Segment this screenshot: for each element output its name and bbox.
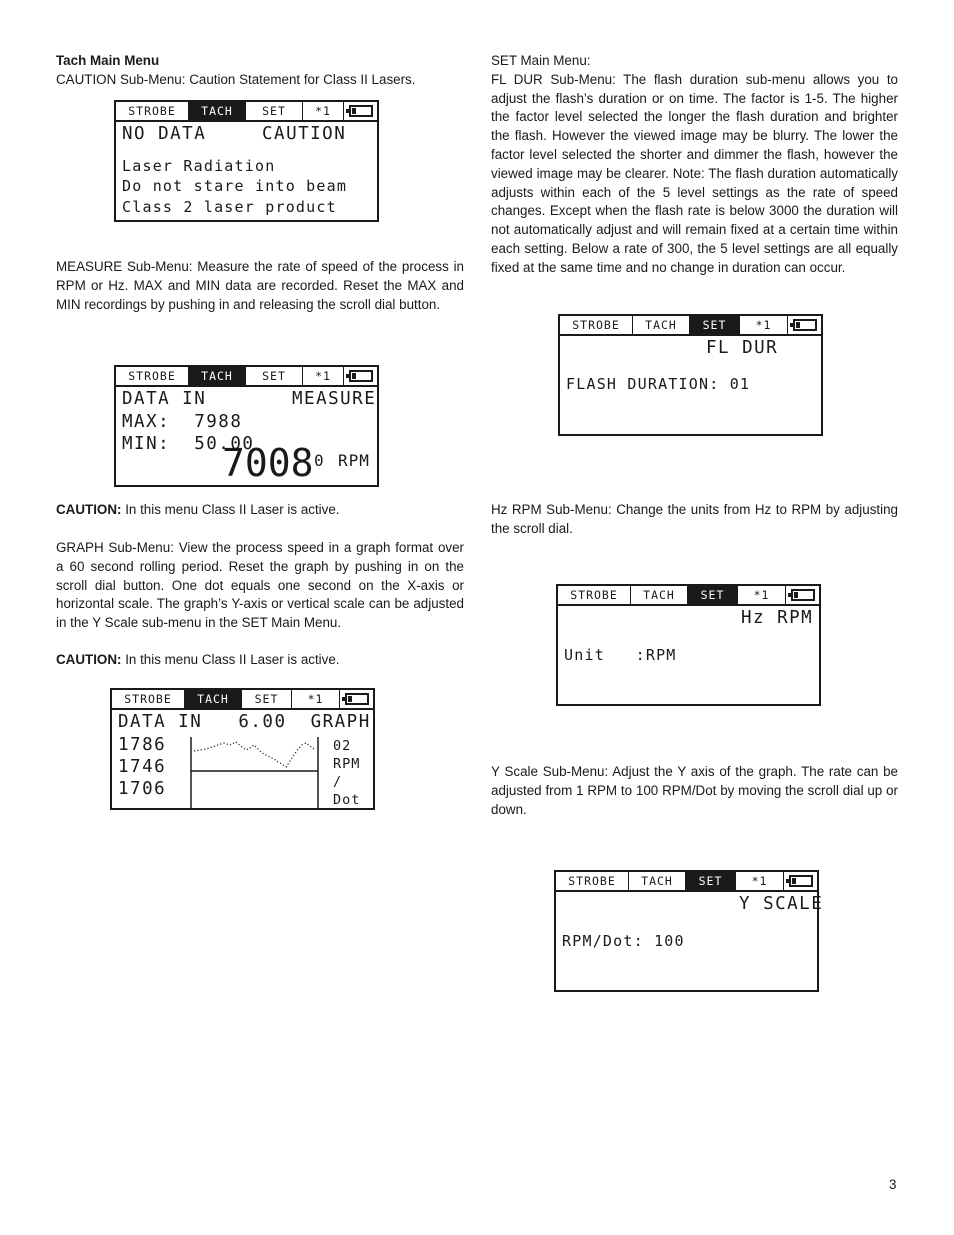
caution-line-3: Class 2 laser product [122,198,337,216]
y-scale-title: Y SCALE [739,894,824,914]
measure-data-in: DATA IN [122,389,207,409]
tab-tach: TACH [189,102,246,120]
fl-dur-screen [558,314,823,436]
tach-main-menu-section [56,52,464,90]
tab-set: SET [246,102,303,120]
tab-tach: TACH [189,367,246,385]
measure-section [56,258,464,314]
measure-screen [114,365,379,487]
tab-multiplier: *1 [292,690,340,708]
tab-strobe: STROBE [556,872,629,890]
screen-tabs [112,690,373,710]
tab-set: SET [246,367,303,385]
measure-big-value: 7008 [222,441,314,485]
tab-multiplier: *1 [738,586,786,604]
tab-set: SET [688,586,738,604]
set-main-menu-heading: SET Main Menu: [491,53,591,68]
caution-no-data: NO DATA [122,124,207,144]
tab-strobe: STROBE [112,690,185,708]
screen-tabs [116,367,377,387]
caution-screen [114,100,379,222]
hz-rpm-text: Hz RPM Sub-Menu: Change the units from Hz to RPM by adjusting the scroll dial. [491,502,898,536]
screen-tabs [556,872,817,892]
tab-set: SET [242,690,292,708]
battery-icon [788,316,821,334]
y-scale-screen [554,870,824,992]
tab-strobe: STROBE [116,102,189,120]
graph-trace [194,742,314,767]
hz-rpm-title: Hz RPM [741,608,814,628]
hz-rpm-unit: Unit :RPM [564,646,677,664]
graph-text: GRAPH Sub-Menu: View the process speed in a graph format over a 60 second rolling period. Reset the graph by pushing in on the scroll dial button. One dot equals one second on the X-axis or horizontal scale. The graph’s Y-axis or vertical scale can be adjusted in the Y Scale sub-menu in the SET Main Menu. [56,540,464,631]
caution-note-2 [56,651,464,670]
y-scale-value: RPM/Dot: 100 [562,932,685,950]
graph-y-label-bottom: 1706 [118,779,167,799]
caution-label: CAUTION: [56,652,122,667]
tach-main-menu-heading: Tach Main Menu [56,53,160,68]
tab-tach: TACH [629,872,686,890]
fl-dur-text: FL DUR Sub-Menu: The flash duration sub-menu allows you to adjust the flash’s duration or on time. The factor is 1-5. The higher the factor level selected the longer the flash duration and brighter the flash. However the viewed image may be blurry. The lower the factor level selected the shorter and dimmer the flash, however the viewed image may be clearer. Note: The flash duration automatically adjusts within each of the 5 level settings as the rate of speed changes. Except when the flash rate is below 3000 the duration will not automatically adjust and will remain fixed at a certain time within each setting. Below a rate of 300, the 5 level settings are all equally fixed at the same time and no change in duration can occur. [491,71,898,275]
fl-dur-title: FL DUR [706,338,779,358]
tab-strobe: STROBE [560,316,633,334]
graph-y-label-top: 1786 [118,735,167,755]
tab-multiplier: *1 [736,872,784,890]
caution-note-text: In this menu Class II Laser is active. [121,502,340,517]
screen-tabs [560,316,821,336]
tab-multiplier: *1 [740,316,788,334]
tab-strobe: STROBE [116,367,189,385]
tab-set: SET [686,872,736,890]
screen-tabs [116,102,377,122]
page-number: 3 [889,1177,897,1192]
hz-rpm-section [491,501,898,539]
y-scale-section [491,763,898,819]
graph-section [56,539,464,633]
measure-unit: RPM [338,451,370,470]
caution-note-1 [56,501,464,520]
screen-tabs [558,586,819,606]
graph-side-unit: RPM [333,756,361,772]
measure-max: MAX: 7988 [122,412,243,432]
battery-icon [786,586,819,604]
tab-multiplier: *1 [303,102,344,120]
tab-tach: TACH [633,316,690,334]
battery-icon [344,102,377,120]
measure-text: MEASURE Sub-Menu: Measure the rate of speed of the process in RPM or Hz. MAX and MIN data are recorded. Reset the MAX and MIN recordings by pushing in and releasing the scroll dial button. [56,259,464,312]
tab-multiplier: *1 [303,367,344,385]
tab-tach: TACH [631,586,688,604]
tab-strobe: STROBE [558,586,631,604]
battery-icon [344,367,377,385]
caution-line-2: Do not stare into beam [122,177,348,195]
caution-label: CAUTION: [56,502,122,517]
y-scale-text: Y Scale Sub-Menu: Adjust the Y axis of the graph. The rate can be adjusted from 1 RPM to 100 RPM/Dot by moving the scroll dial up or down. [491,764,898,817]
caution-intro-text: CAUTION Sub-Menu: Caution Statement for Class II Lasers. [56,71,416,87]
graph-screen [110,688,375,810]
measure-superscript: 0 [314,451,324,470]
tab-set: SET [690,316,740,334]
caution-note-text: In this menu Class II Laser is active. [121,652,340,667]
hz-rpm-screen [556,584,821,706]
caution-line-1: Laser Radiation [122,157,276,175]
battery-icon [784,872,817,890]
battery-icon [340,690,373,708]
graph-side-dot: Dot [333,792,361,808]
graph-side-value: 02 [333,738,352,754]
measure-min: MIN: 50.00 [122,434,255,454]
graph-plot [190,737,320,809]
tab-tach: TACH [185,690,242,708]
graph-side-slash: / [333,774,342,790]
graph-y-label-mid: 1746 [118,757,167,777]
graph-header: DATA IN 6.00 GRAPH [118,712,371,732]
fl-dur-value: FLASH DURATION: 01 [566,375,751,393]
measure-title: MEASURE [292,389,377,409]
set-main-menu-section [491,52,898,278]
caution-title: CAUTION [262,124,347,144]
